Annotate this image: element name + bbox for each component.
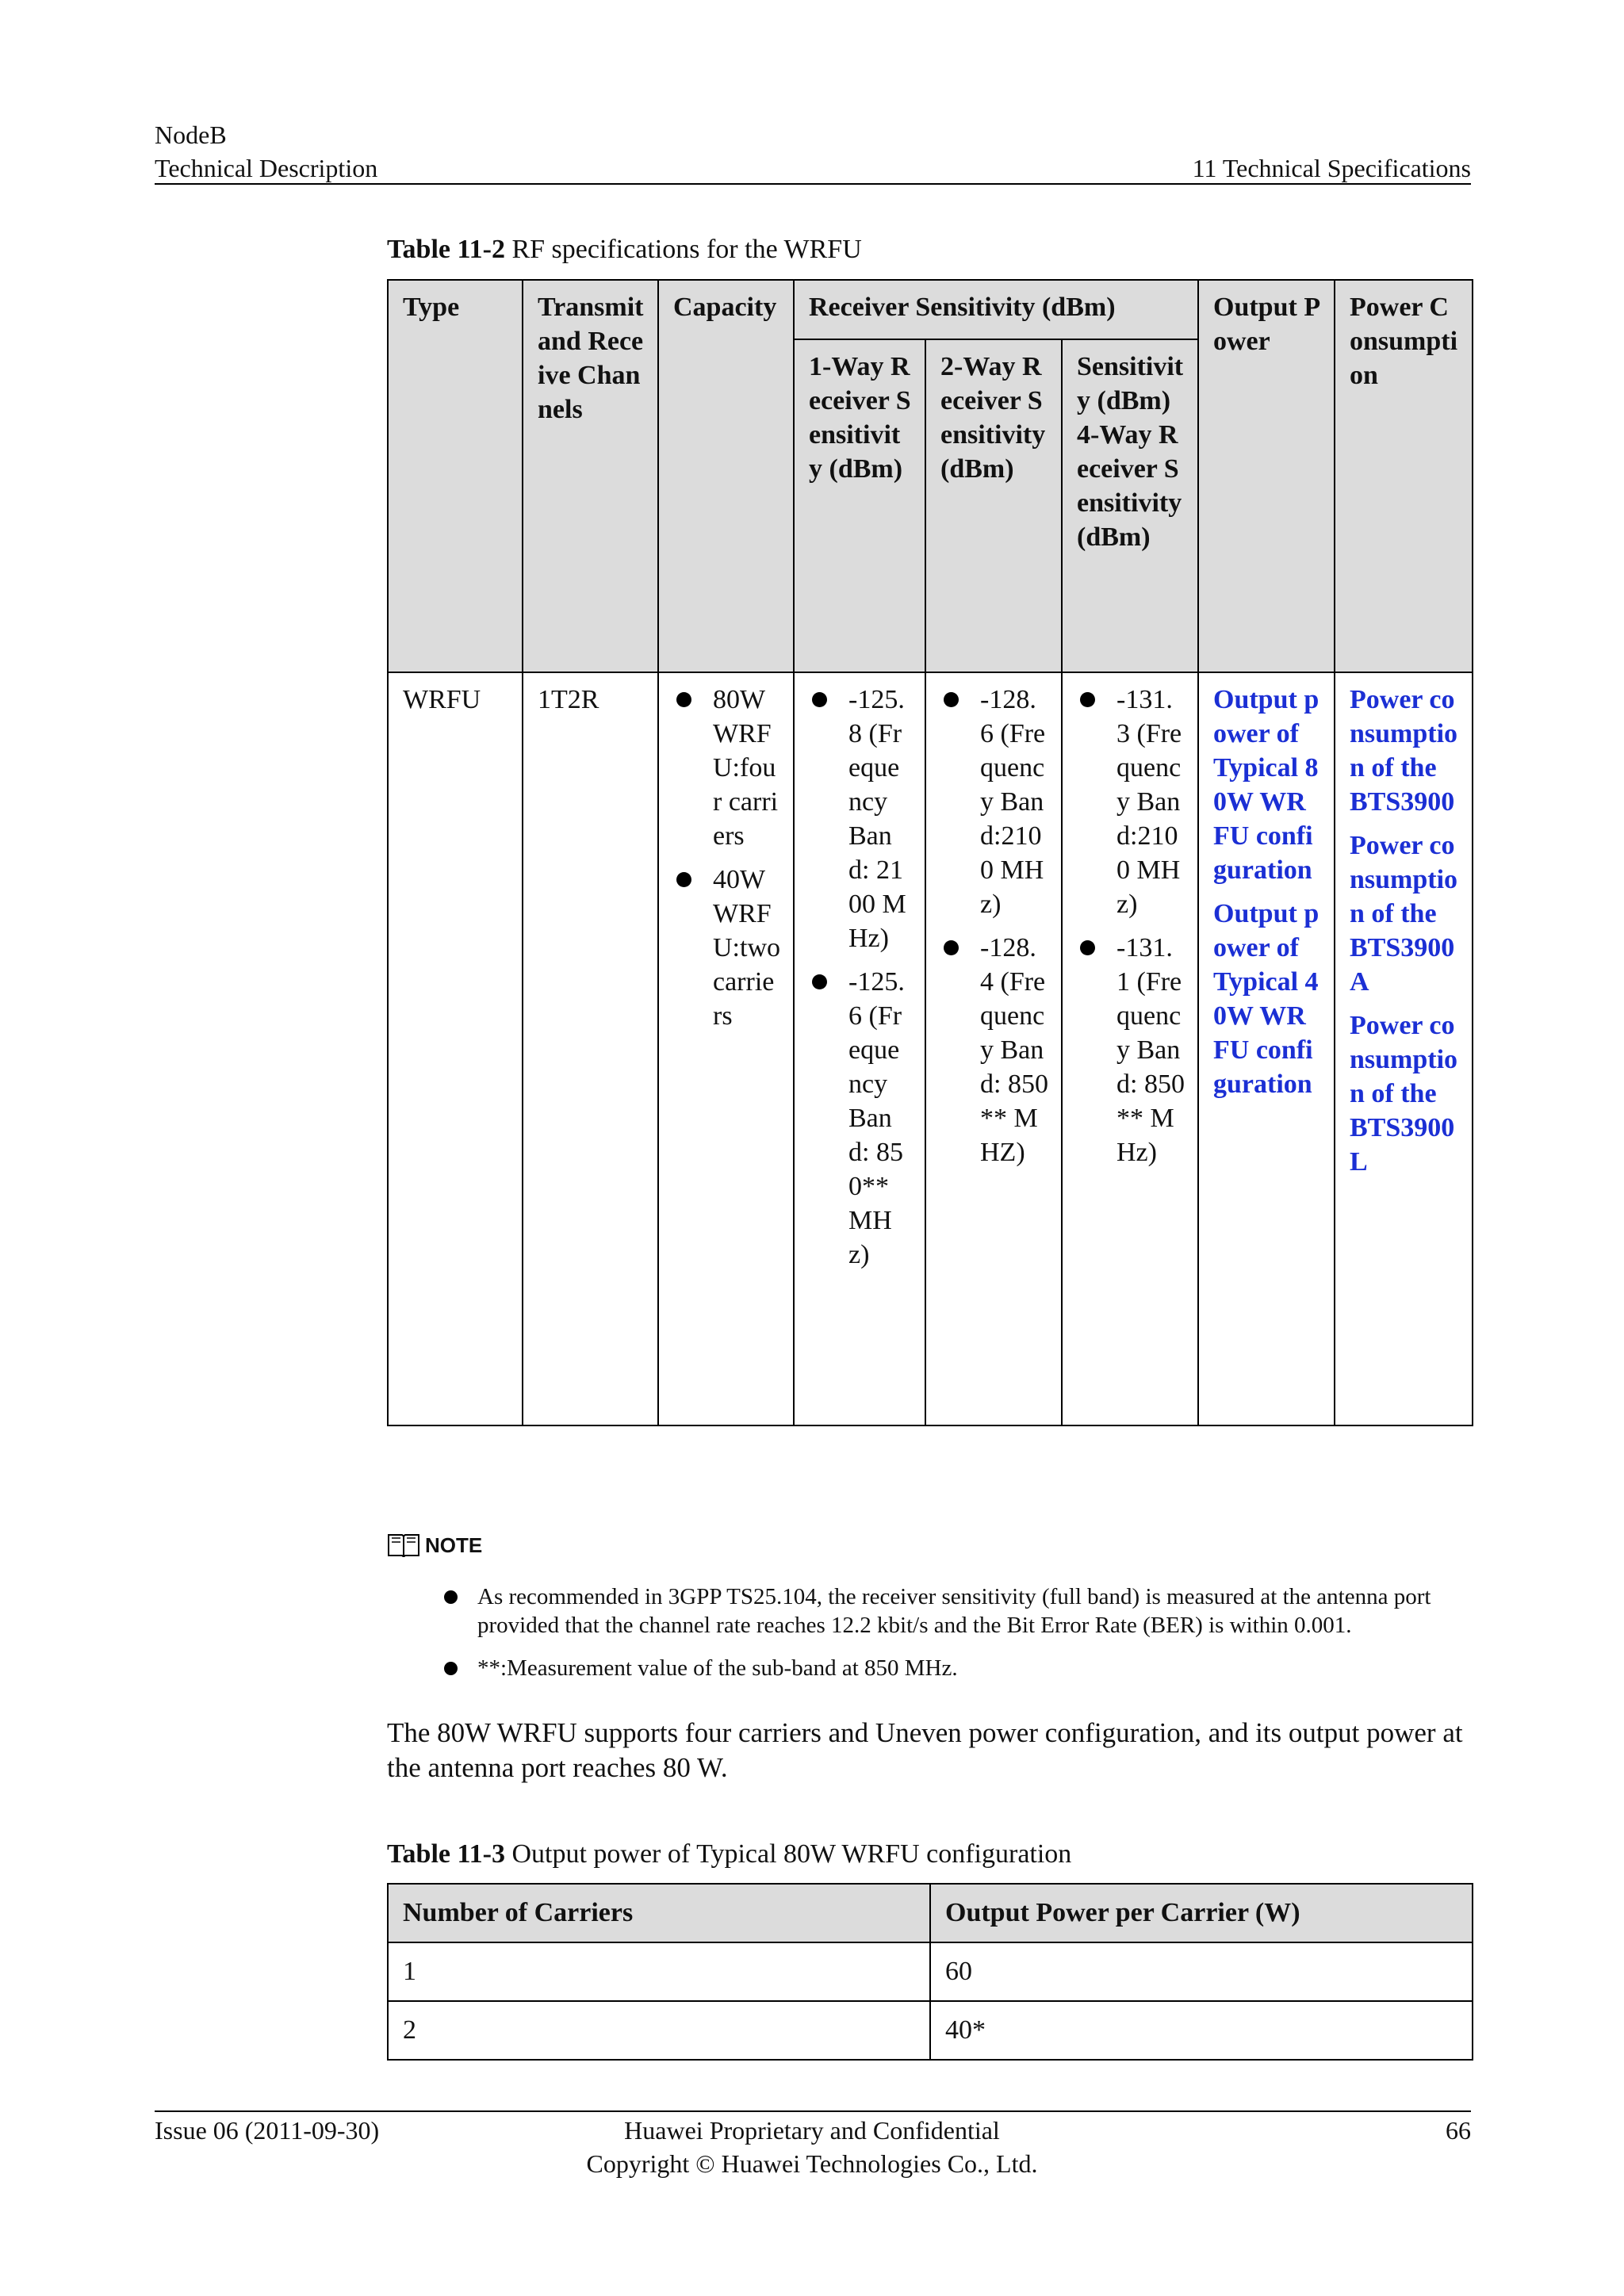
list-item: -128.4 (Frequency Band: 850** MHZ) xyxy=(940,931,1048,1169)
cell-output-power xyxy=(1198,672,1335,1425)
list-item: -128.6 (Frequency Band:2100 MHz) xyxy=(940,683,1048,921)
note-heading xyxy=(387,1532,482,1559)
table3-caption-label: Table 11-3 xyxy=(387,1839,505,1869)
table3-caption xyxy=(387,1838,1071,1871)
cell-1way-sensitivity xyxy=(794,672,925,1425)
list-item: -131.3 (Frequency Band:2100 MHz) xyxy=(1077,683,1185,921)
table-row xyxy=(388,1942,1473,2001)
header-power-consumption: Power Consumption xyxy=(1335,280,1473,672)
book-icon xyxy=(387,1532,420,1559)
rf-spec-table xyxy=(387,279,1473,1426)
table3-caption-text: Output power of Typical 80W WRFU configuration xyxy=(511,1839,1072,1869)
cell-carriers: 2 xyxy=(388,2001,930,2060)
power-consumption-bts3900-link[interactable]: Power consumption of the BTS3900 xyxy=(1350,685,1458,817)
header-product: NodeB xyxy=(155,121,227,149)
table2-caption-text: RF specifications for the WRFU xyxy=(511,235,862,264)
table2-caption-label: Table 11-2 xyxy=(387,235,505,264)
header-output-power: Output Power xyxy=(1198,280,1335,672)
header-capacity: Capacity xyxy=(658,280,794,672)
cell-power: 60 xyxy=(930,1942,1473,2001)
header-number-of-carriers: Number of Carriers xyxy=(388,1884,930,1942)
cell-capacity xyxy=(658,672,794,1425)
cell-power: 40* xyxy=(930,2001,1473,2060)
note-item: As recommended in 3GPP TS25.104, the receiver sensitivity (full band) is measured at the antenna port provided that the channel rate reaches 12.2 kbit/s and the Bit Error Rate (BER) is within 0.001. xyxy=(438,1582,1477,1640)
header-receiver-sensitivity: Receiver Sensitivity (dBm) xyxy=(794,280,1198,339)
cell-channels: 1T2R xyxy=(523,672,658,1425)
list-item: 80W WRFU:four carriers xyxy=(673,683,780,853)
cell-2way-sensitivity xyxy=(925,672,1062,1425)
table-row xyxy=(388,2001,1473,2060)
header-2way-sensitivity: 2-Way Receiver Sensitivity (dBm) xyxy=(925,339,1062,672)
footer-issue: Issue 06 (2011-09-30) xyxy=(155,2116,380,2145)
body-paragraph: The 80W WRFU supports four carriers and Uneven power configuration, and its output power at the antenna port reaches 80 W. xyxy=(387,1717,1463,1783)
header-1way-sensitivity: 1-Way Receiver Sensitivity (dBm) xyxy=(794,339,925,672)
cell-4way-sensitivity xyxy=(1062,672,1198,1425)
cell-carriers: 1 xyxy=(388,1942,930,2001)
header-doc-title: Technical Description xyxy=(155,154,378,182)
note-item: **:Measurement value of the sub-band at 850 MHz. xyxy=(438,1654,1477,1682)
footer-copyright: Copyright © Huawei Technologies Co., Ltd. xyxy=(586,2149,1038,2178)
list-item: 40W WRFU:two carriers xyxy=(673,863,780,1033)
list-item: -131.1 (Frequency Band: 850** MHz) xyxy=(1077,931,1185,1169)
footer-rule xyxy=(155,2110,1471,2112)
output-power-table xyxy=(387,1883,1473,2061)
power-consumption-bts3900l-link[interactable]: Power consumption of the BTS3900L xyxy=(1350,1011,1458,1177)
note-list xyxy=(438,1582,1477,1697)
cell-type: WRFU xyxy=(388,672,523,1425)
header-type: Type xyxy=(388,280,523,672)
table2-caption xyxy=(387,233,862,266)
footer-confidential: Huawei Proprietary and Confidential xyxy=(624,2116,1000,2145)
header-4way-sensitivity: Sensitivity (dBm) 4-Way Receiver Sensitivity (dBm) xyxy=(1062,339,1198,672)
header-channels: Transmit and Receive Channels xyxy=(523,280,658,672)
page-number: 66 xyxy=(1446,2116,1471,2145)
output-power-80w-link[interactable]: Output power of Typical 80W WRFU configuration xyxy=(1213,685,1320,885)
cell-power-consumption xyxy=(1335,672,1473,1425)
output-power-40w-link[interactable]: Output power of Typical 40W WRFU configuration xyxy=(1213,899,1320,1099)
header-chapter: 11 Technical Specifications xyxy=(1192,154,1471,182)
note-label: NOTE xyxy=(425,1533,483,1557)
header-rule xyxy=(155,183,1471,185)
list-item: -125.6 (Frequency Band: 850** MHz) xyxy=(809,965,912,1272)
list-item: -125.8 (Frequency Band: 2100 MHz) xyxy=(809,683,912,955)
header-output-power-per-carrier: Output Power per Carrier (W) xyxy=(930,1884,1473,1942)
power-consumption-bts3900a-link[interactable]: Power consumption of the BTS3900A xyxy=(1350,831,1458,997)
